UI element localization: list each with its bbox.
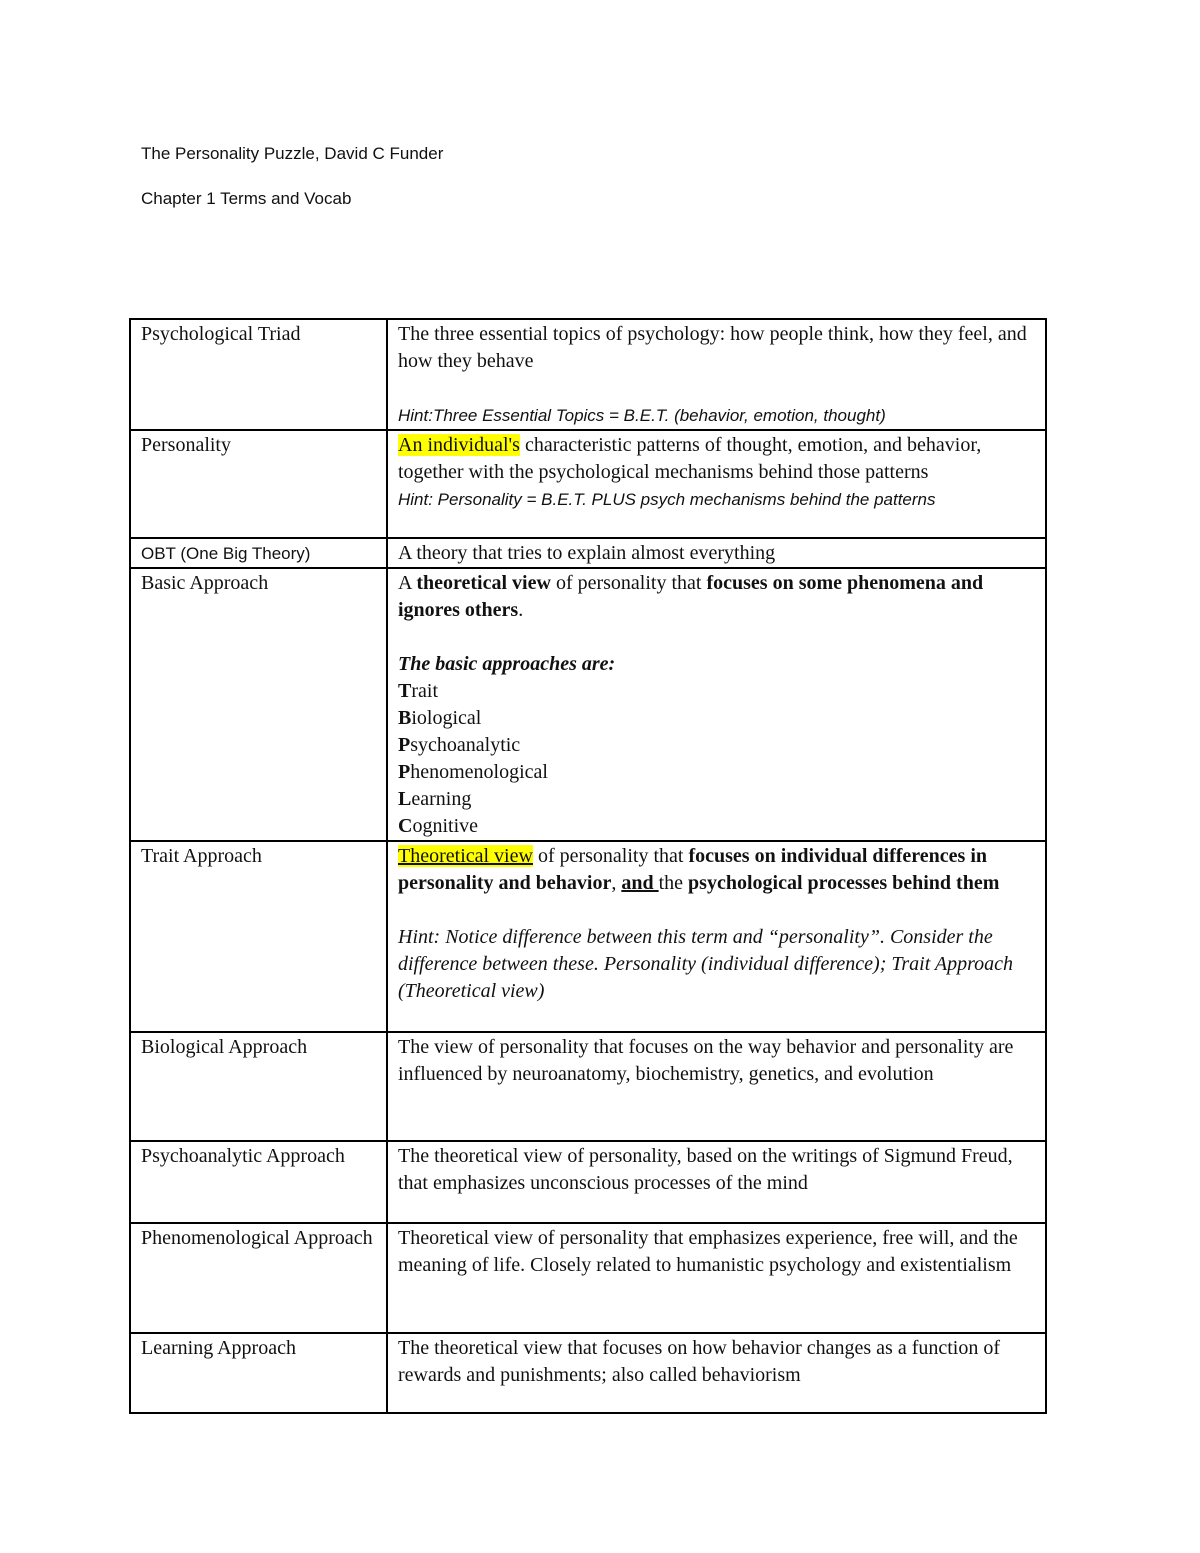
- hint-text: Hint:Three Essential Topics = B.E.T. (behavior, emotion, thought): [398, 406, 886, 425]
- definition-cell: [387, 841, 1046, 1032]
- list-item: [398, 813, 1035, 840]
- definition-text: Theoretical view of personality that emphasizes experience, free will, and the meaning of life. Closely related to humanistic psychology and existentialism: [398, 1227, 1018, 1276]
- table-row: [130, 1333, 1046, 1413]
- term-learning-approach: Learning Approach: [141, 1337, 296, 1359]
- list-rest: rait: [411, 680, 438, 702]
- highlighted-phrase: Theoretical view: [398, 845, 533, 867]
- table-row: [130, 319, 1046, 430]
- vocab-table: [129, 318, 1047, 1414]
- term-obt: OBT (One Big Theory): [141, 544, 311, 563]
- term-cell: [130, 841, 387, 1032]
- term-psychological-triad: Psychological Triad: [141, 323, 301, 345]
- definition-cell: [387, 430, 1046, 538]
- definition-cell: [387, 1141, 1046, 1223]
- definition-cell: [387, 1032, 1046, 1141]
- list-item: [398, 705, 1035, 732]
- list-rest: ognitive: [412, 815, 478, 837]
- term-psychoanalytic-approach: Psychoanalytic Approach: [141, 1145, 345, 1167]
- definition-bold: psychological processes behind them: [688, 872, 1000, 894]
- definition-part: of personality that: [550, 572, 707, 594]
- hint-text: Hint: Notice difference between this term and “personality”. Consider the difference between these. Personality (individual difference); Trait Approach (Theoretical view): [398, 926, 1014, 1002]
- definition-cell: [387, 1223, 1046, 1333]
- term-cell: [130, 538, 387, 568]
- table-row: [130, 1141, 1046, 1223]
- list-rest: earning: [411, 788, 472, 810]
- definition-rest: characteristic patterns of thought, emotion, and behavior, together with the psychological mechanisms behind those patterns: [398, 434, 982, 483]
- definition-text: The view of personality that focuses on the way behavior and personality are influenced by neuroanatomy, biochemistry, genetics, and evolution: [398, 1036, 1014, 1085]
- list-item: [398, 732, 1035, 759]
- definition-cell: [387, 538, 1046, 568]
- definition-bold: focuses on individual differences in personality and behavior: [398, 845, 988, 894]
- definition-cell: [387, 319, 1046, 430]
- table-row: [130, 568, 1046, 841]
- term-personality: Personality: [141, 434, 231, 456]
- definition-part: the: [658, 872, 689, 894]
- list-rest: iological: [411, 707, 482, 729]
- list-initial: T: [398, 680, 412, 702]
- term-trait-approach: Trait Approach: [141, 845, 262, 867]
- table-row: [130, 430, 1046, 538]
- definition-text: [398, 432, 1035, 486]
- table-row: [130, 841, 1046, 1032]
- list-heading: The basic approaches are:: [398, 653, 616, 675]
- list-initial: P: [398, 734, 411, 756]
- document-subtitle: Chapter 1 Terms and Vocab: [141, 189, 352, 208]
- definition-part: .: [518, 599, 524, 621]
- highlighted-phrase: An individual's: [398, 434, 520, 456]
- definition-text: [398, 570, 1035, 624]
- term-basic-approach: Basic Approach: [141, 572, 269, 594]
- list-initial: L: [398, 788, 412, 810]
- definition-part: A: [398, 572, 417, 594]
- term-phenomenological-approach: Phenomenological Approach: [141, 1227, 373, 1249]
- term-cell: [130, 1223, 387, 1333]
- table-row: [130, 1223, 1046, 1333]
- definition-bold-underlined: and: [621, 872, 659, 894]
- definition-part: ,: [611, 872, 622, 894]
- definition-cell: [387, 568, 1046, 841]
- document-title: The Personality Puzzle, David C Funder: [141, 144, 444, 163]
- list-rest: sychoanalytic: [410, 734, 521, 756]
- definition-cell: [387, 1333, 1046, 1413]
- term-cell: [130, 1032, 387, 1141]
- list-item: [398, 786, 1035, 813]
- term-cell: [130, 568, 387, 841]
- hint-text: Hint: Personality = B.E.T. PLUS psych mechanisms behind the patterns: [398, 490, 936, 509]
- definition-part: of personality that: [532, 845, 689, 867]
- table-row: [130, 538, 1046, 568]
- definition-text: A theory that tries to explain almost everything: [398, 542, 776, 564]
- list-item: [398, 678, 1035, 705]
- definition-text: The three essential topics of psychology: how people think, how they feel, and how they behave: [398, 323, 1027, 372]
- definition-text: The theoretical view of personality, based on the writings of Sigmund Freud, that emphasizes unconscious processes of the mind: [398, 1145, 1013, 1194]
- list-item: [398, 759, 1035, 786]
- definition-text: [398, 843, 1035, 897]
- list-initial: C: [398, 815, 413, 837]
- term-cell: [130, 1141, 387, 1223]
- definition-bold: theoretical view: [416, 572, 551, 594]
- list-initial: B: [398, 707, 412, 729]
- definition-text: The theoretical view that focuses on how behavior changes as a function of rewards and punishments; also called behaviorism: [398, 1337, 1001, 1386]
- definition-bold: focuses on some phenomena and ignores others: [398, 572, 984, 621]
- term-cell: [130, 319, 387, 430]
- list-rest: henomenological: [410, 761, 548, 783]
- term-biological-approach: Biological Approach: [141, 1036, 308, 1058]
- term-cell: [130, 430, 387, 538]
- term-cell: [130, 1333, 387, 1413]
- table-row: [130, 1032, 1046, 1141]
- list-initial: P: [398, 761, 411, 783]
